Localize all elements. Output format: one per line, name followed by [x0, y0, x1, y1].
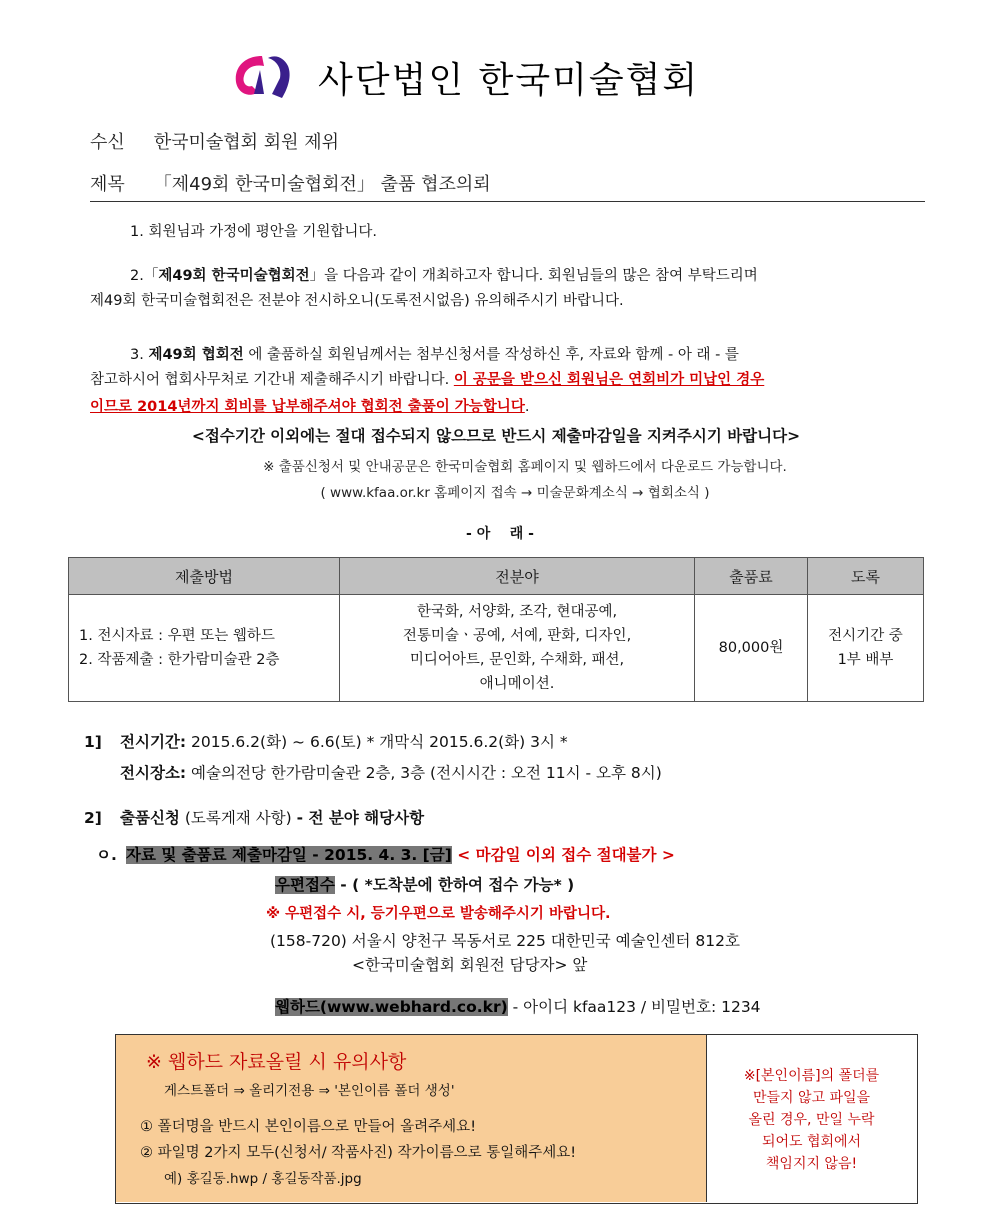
cell-method — [69, 595, 340, 702]
webhard-note-right — [707, 1035, 916, 1202]
note-right-text — [707, 1065, 916, 1175]
subject-row — [90, 170, 491, 196]
paragraph-3-line2 — [90, 368, 764, 392]
deadline-notice: <접수기간 이외에는 절대 접수되지 않으므로 반드시 제출마감일을 지켜주시기 바랍니다> — [191, 427, 801, 445]
header-catalog: 도록 — [808, 558, 924, 595]
deadline-warning: < 마감일 이외 접수 절대불가 > — [451, 846, 675, 864]
p3-text: 에 출품하실 회원님께서는 첨부신청서를 작성하신 후, 자료와 함께 - 아 래 - 를 — [243, 347, 739, 363]
fields-line-2: 전통미술ㆍ공예, 서예, 판화, 디자인, — [402, 628, 632, 644]
application-label: 출품신청 — [120, 809, 180, 827]
p3-exhibition-name: 제49회 협회전 — [148, 347, 244, 363]
cell-catalog — [808, 595, 924, 702]
deadline-row — [96, 843, 675, 865]
note-right-line-1: ※[본인이름]의 폴더를 — [743, 1068, 880, 1084]
paragraph-3-line3 — [90, 395, 529, 419]
note-right-line-5: 책임지지 않음! — [765, 1156, 858, 1172]
section-1-number: 1] — [84, 733, 102, 751]
cell-fee: 80,000원 — [695, 595, 808, 702]
webhard-credentials: - 아이디 kfaa123 / 비밀번호: 1234 — [507, 998, 761, 1016]
paragraph-2 — [130, 264, 758, 288]
header-divider — [90, 201, 925, 202]
note-right-line-4: 되어도 협회에서 — [761, 1134, 862, 1150]
venue-label: 전시장소: — [120, 764, 187, 782]
section-2-heading — [84, 806, 424, 828]
application-scope: - 전 분야 해당사항 — [296, 809, 425, 827]
note-path: 게스트폴더 ⇒ 올리기전용 ⇒ '본인이름 폴더 생성' — [164, 1083, 455, 1099]
p2-prefix: 2.「 — [130, 268, 159, 284]
homepage-path: ( www.kfaa.or.kr 홈페이지 접속 → 미술문화계소식 → 협회소식 ) — [320, 485, 710, 501]
below-title: - 아 래 - — [466, 526, 534, 542]
submission-table — [68, 557, 924, 702]
note-item-1: ① 폴더명을 반드시 본인이름으로 만들어 올려주세요! — [140, 1119, 477, 1135]
mail-highlight: 우편접수 — [275, 876, 335, 894]
method-line-1: 1. 전시자료 : 우편 또는 웹하드 — [79, 628, 275, 644]
p3-line2-text: 참고하시어 협회사무처로 기간내 제출해주시기 바랍니다. — [90, 372, 450, 388]
address-line-2: <한국미술협회 회원전 담당자> 앞 — [352, 956, 588, 974]
bullet: ㅇ. — [96, 846, 117, 864]
catalog-line-2: 1부 배부 — [837, 652, 894, 668]
webhard-highlight: 웹하드(www.webhard.co.kr) — [275, 998, 508, 1016]
section-1-venue — [120, 761, 662, 783]
note-item-2: ② 파일명 2가지 모두(신청서/ 작품사진) 작가이름으로 통일해주세요! — [140, 1145, 577, 1161]
header-method: 제출방법 — [69, 558, 340, 595]
venue-value: 예술의전당 한가람미술관 2층, 3층 (전시시간 : 오전 11시 - 오후 8시) — [186, 764, 662, 782]
period-value: 2015.6.2(화) ~ 6.6(토) * 개막식 2015.6.2(화) 3시 * — [186, 733, 568, 751]
mail-warning: ※ 우편접수 시, 등기우편으로 발송해주시기 바랍니다. — [266, 906, 611, 922]
cell-fields — [340, 595, 695, 702]
period-label: 전시기간: — [120, 733, 187, 751]
webhard-note-left — [116, 1035, 707, 1202]
fields-line-3: 미디어아트, 문인화, 수채화, 패션, — [409, 652, 625, 668]
application-note: (도록게재 사항) — [179, 809, 297, 827]
mail-note: - ( *도착분에 한하여 접수 가능* ) — [334, 876, 575, 894]
header-fee: 출품료 — [695, 558, 808, 595]
download-notice: ※ 출품신청서 및 안내공문은 한국미술협회 홈페이지 및 웹하드에서 다운로드 가능합니다. — [263, 459, 787, 475]
p3-prefix: 3. — [130, 347, 149, 363]
deadline-highlight: 자료 및 출품료 제출마감일 - 2015. 4. 3. [금] — [126, 846, 452, 864]
section-2-number: 2] — [84, 809, 102, 827]
note-right-line-3: 올린 경우, 만일 누락 — [748, 1112, 875, 1128]
paragraph-3 — [130, 343, 739, 367]
p2-text: 」을 다음과 같이 개최하고자 합니다. 회원님들의 많은 참여 부탁드리며 — [309, 268, 758, 284]
p3-period: . — [524, 399, 530, 415]
table-row — [69, 595, 924, 702]
note-title: ※ 웹하드 자료올릴 시 유의사항 — [146, 1051, 407, 1073]
webhard-row — [275, 995, 761, 1017]
organization-title: 사단법인 한국미술협회 — [318, 60, 700, 101]
dues-warning-2: 이므로 2014년까지 회비를 납부해주셔야 협회전 출품이 가능합니다 — [90, 399, 525, 415]
recipient-row — [90, 128, 339, 154]
subject-value: 「제49회 한국미술협회전」 출품 협조의뢰 — [153, 174, 491, 195]
recipient-label: 수신 — [90, 132, 125, 153]
table-header-row — [69, 558, 924, 595]
catalog-line-1: 전시기간 중 — [828, 628, 903, 644]
section-1-period — [84, 730, 568, 752]
header-fields: 전분야 — [340, 558, 695, 595]
fields-line-4: 애니메이션. — [479, 676, 555, 692]
kfaa-logo — [232, 48, 294, 102]
paragraph-1: 1. 회원님과 가정에 평안을 기원합니다. — [130, 224, 377, 240]
fields-line-1: 한국화, 서양화, 조각, 현대공예, — [416, 604, 618, 620]
dues-warning-1: 이 공문을 받으신 회원님은 연회비가 미납인 경우 — [453, 372, 765, 388]
note-example: 예) 홍길동.hwp / 홍길동작품.jpg — [164, 1171, 362, 1187]
mail-row — [275, 873, 574, 895]
address-line-1: (158-720) 서울시 양천구 목동서로 225 대한민국 예술인센터 812호 — [270, 932, 740, 950]
paragraph-2-line2: 제49회 한국미술협회전은 전분야 전시하오니(도록전시없음) 유의해주시기 바랍니다. — [90, 293, 624, 309]
recipient-value: 한국미술협회 회원 제위 — [153, 132, 340, 153]
note-right-line-2: 만들지 않고 파일을 — [752, 1090, 871, 1106]
p2-exhibition-name: 제49회 한국미술협회전 — [158, 268, 310, 284]
method-line-2: 2. 작품제출 : 한가람미술관 2층 — [79, 652, 280, 668]
subject-label: 제목 — [90, 174, 125, 195]
